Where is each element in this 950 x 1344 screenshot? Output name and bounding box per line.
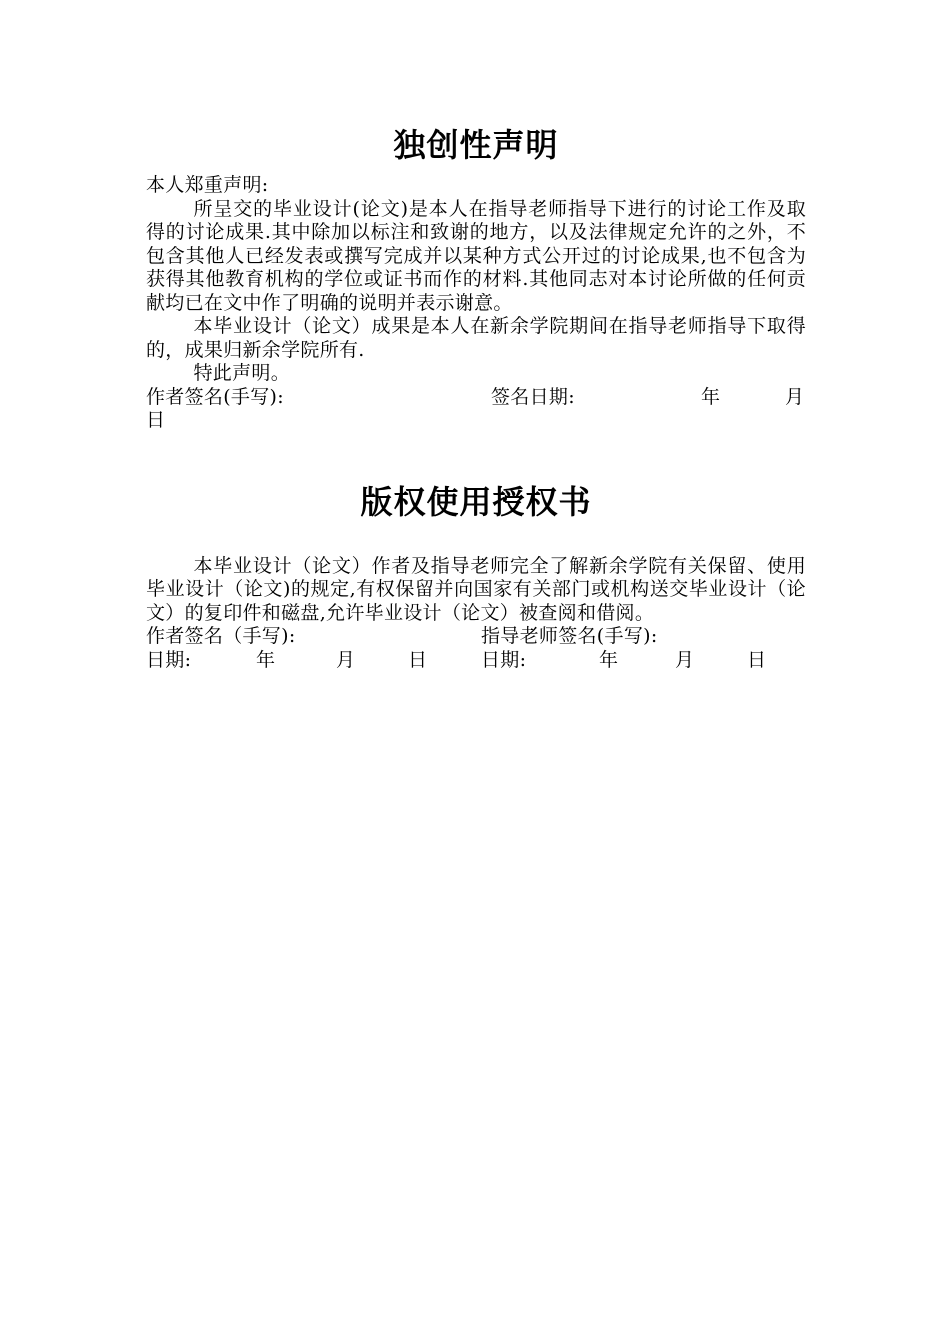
declaration-opening: 本人郑重声明: — [146, 174, 269, 196]
author-date-month: 月 — [336, 648, 356, 671]
document-page — [146, 120, 806, 672]
author-date-day: 日 — [408, 648, 428, 671]
advisor-date-year: 年 — [599, 648, 619, 671]
advisor-date-label: 日期: — [481, 648, 527, 671]
advisor-date-day: 日 — [747, 648, 767, 671]
sign-date-month: 月 — [785, 385, 805, 408]
author-signature-label: 作者签名(手写): — [146, 385, 284, 408]
declaration-closing: 特此声明。 — [193, 362, 291, 384]
authorization-date-line — [146, 649, 806, 673]
declaration-signature-day-line — [146, 409, 806, 433]
declaration-paragraph-1: 所呈交的毕业设计(论文)是本人在指导老师指导下进行的讨论工作及取得的讨论成果.其中除加以标注和致谢的地方，以及法律规定允许的之外，不包含其他人已经发表或撰写完成并以某种方式公开过的讨论成果,也不包含为获得其他教育机构的学位或证书而作的材料.其他同志对本讨论所做的任何贡献均已在文中作了明确的说明并表示谢意。 — [146, 197, 806, 314]
sign-date-label: 签名日期: — [491, 385, 575, 408]
sign-date-group — [491, 386, 806, 410]
author-date-label: 日期: — [146, 648, 192, 671]
sign-date-day: 日 — [146, 409, 166, 431]
declaration-signature-line — [146, 386, 806, 410]
authorization-paragraph-1: 本毕业设计（论文）作者及指导老师完全了解新余学院有关保留、使用毕业设计（论文)的规定,有权保留并向国家有关部门或机构送交毕业设计（论文）的复印件和磁盘,允许毕业设计（论文）被查阅和借阅。 — [146, 554, 806, 624]
authorization-title: 版权使用授权书 — [360, 482, 592, 521]
authorization-signature-line — [146, 625, 806, 649]
author-date-year: 年 — [256, 648, 276, 671]
advisor-signature-label: 指导老师签名(手写): — [481, 625, 658, 647]
declaration-paragraph-2: 本毕业设计（论文）成果是本人在新余学院期间在指导老师指导下取得的，成果归新余学院所有. — [146, 315, 806, 361]
declaration-title: 独创性声明 — [393, 126, 559, 164]
author-signature-label: 作者签名（手写): — [146, 625, 296, 647]
advisor-date-group — [481, 649, 766, 673]
sign-date-year: 年 — [701, 385, 721, 408]
author-date-group — [146, 649, 481, 673]
advisor-date-month: 月 — [675, 648, 695, 671]
